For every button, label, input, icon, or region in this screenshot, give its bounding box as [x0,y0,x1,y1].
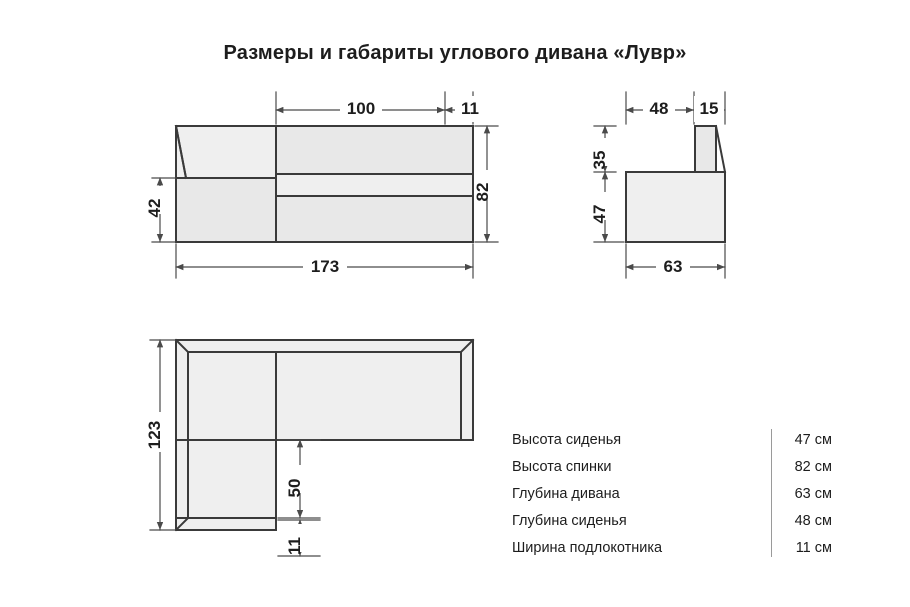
spec-label: Высота спинки [512,459,612,475]
dim-top-small: 11 [285,537,304,555]
list-item [512,427,842,454]
specifications-list [512,427,842,562]
dim-side-arm-width: 15 [699,99,719,118]
dim-side-depth: 63 [663,257,683,276]
spec-label: Высота сиденья [512,432,622,448]
spec-label: Глубина сиденья [512,513,627,529]
front-view-drawing [176,126,473,242]
dim-front-top-arm: 11 [461,99,479,118]
spec-label: Глубина дивана [512,486,620,502]
page-title: Размеры и габариты углового дивана «Лувр» [223,42,687,64]
spec-value: 63 см [794,486,832,502]
dim-front-left-height: 42 [145,198,164,218]
dim-top-inner: 50 [285,478,304,498]
dim-front-height: 82 [473,182,492,202]
top-view-drawing [176,340,473,530]
list-item [512,481,842,508]
dim-front-top-main: 100 [346,99,376,118]
list-item [512,535,842,562]
spec-value: 48 см [794,513,832,529]
dim-side-seat-height: 47 [590,204,609,224]
side-view-drawing [626,126,725,242]
dim-top-length: 123 [145,420,164,450]
dim-side-seat-depth: 48 [649,99,669,118]
spec-label: Ширина подлокотника [512,540,663,556]
spec-value: 82 см [794,459,832,475]
spec-value: 11 см [795,540,832,556]
specs-divider [771,429,772,557]
dim-front-width: 173 [310,257,340,276]
spec-value: 47 см [794,432,832,448]
list-item [512,508,842,535]
dim-side-back-height: 35 [590,150,609,170]
list-item [512,454,842,481]
